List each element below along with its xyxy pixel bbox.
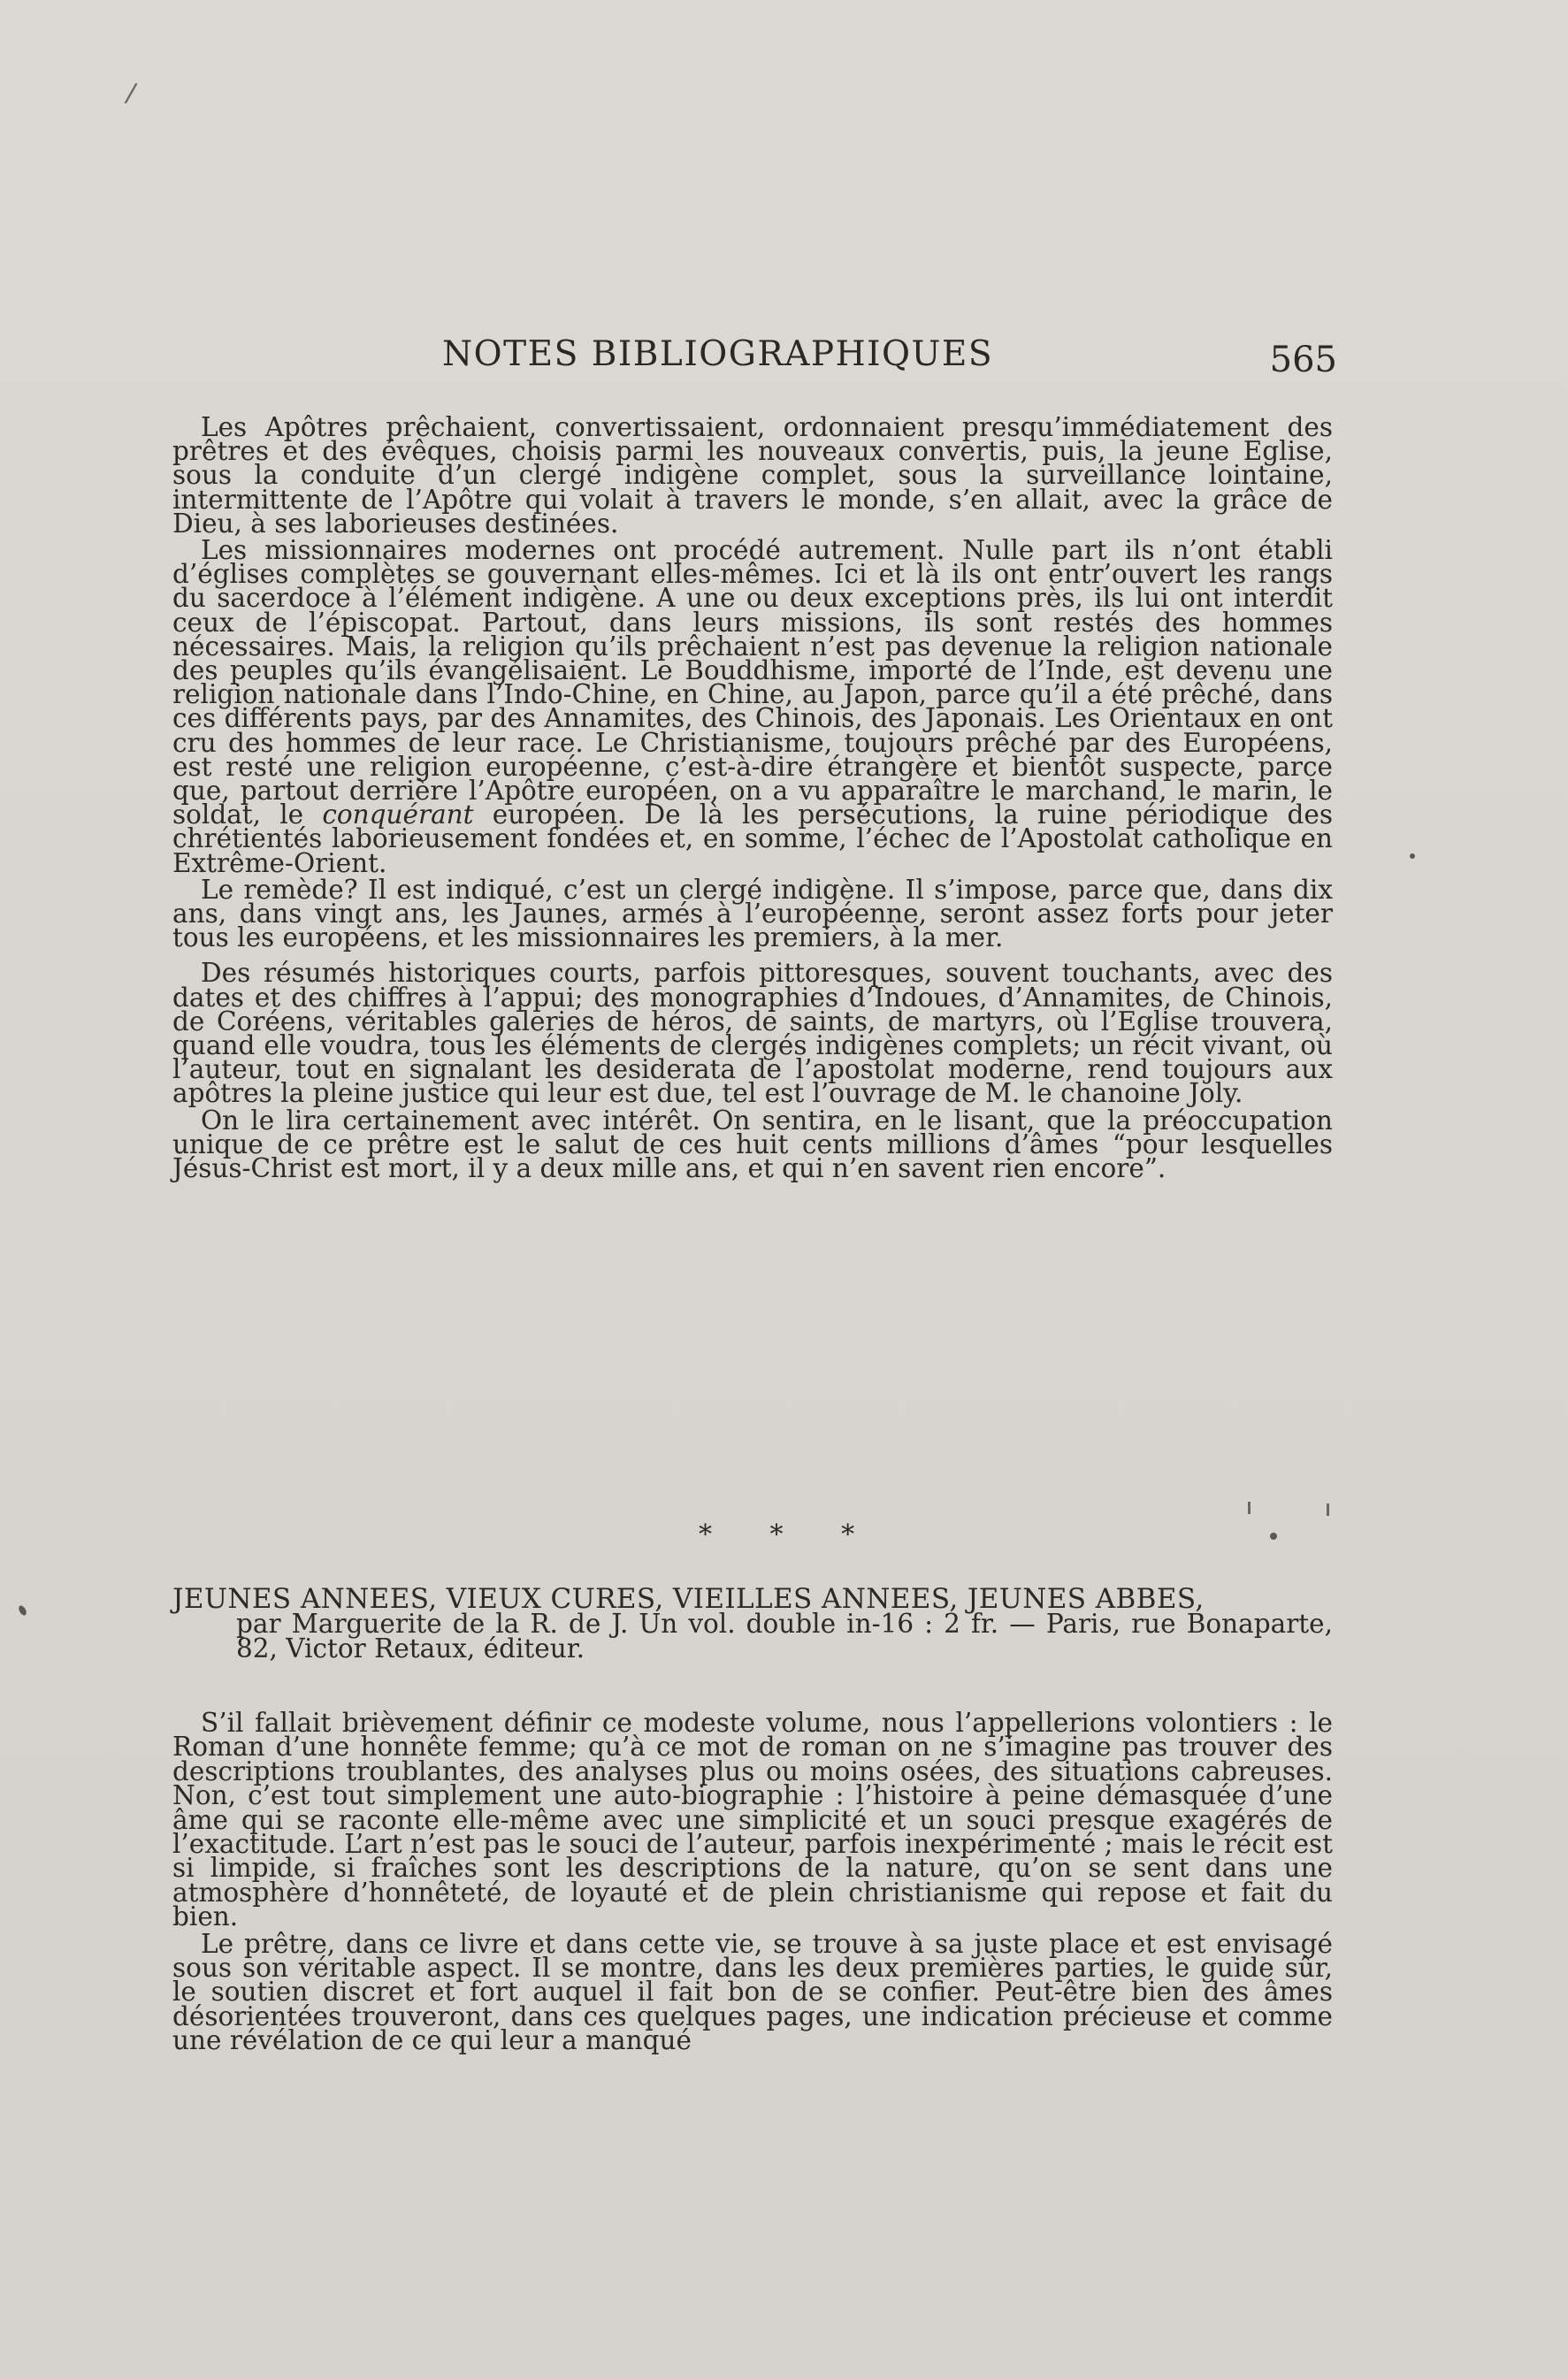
running-title: NOTES BIBLIOGRAPHIQUES xyxy=(442,334,994,374)
scan-mark xyxy=(1248,1502,1251,1514)
book-title: JEUNES ANNEES, VIEUX CURES, VIEILLES ANNEES, JEUNES ABBES, xyxy=(172,1583,1205,1615)
page-header xyxy=(442,334,1337,387)
paragraph: Des résumés historiques courts, parfois pittoresques, souvent touchants, avec des dates et des chiffres à l’appui; des monographies d’Indoues, d’Annamites, de Chinois, de Coréens, véritables galeries de héros, de saints, de martyrs, où l’Eglise trouvera, quand elle voudra, tous les éléments de clergés indigènes complets; un récit vivant, où l’auteur, tout en signalant les desiderata de l’apostolat moderne, rend toujours aux apôtres la pleine justice qui leur est due, tel est l’ouvrage de M. le chanoine Joly. xyxy=(172,958,1333,1109)
paragraph-text: européen. De là les persécutions, la ruine périodique des chrétientés laborieusement fondées et, en somme, l’échec de l’Apostolat catholique en Extrême-Orient. xyxy=(172,799,1333,878)
paragraph: S’il fallait brièvement définir ce modeste volume, nous l’appellerions volontiers : le Roman d’une honnête femme; qu’à ce mot de roman on ne s’imagine pas trouver des descriptions troublantes, des analyses plus ou moins osées, des situations cabreuses. Non, c’est tout simplement une auto-biographie : l’histoire à peine démasquée d’une âme qui se raconte elle-même avec une simplicité et un souci presque exagérés de l’exactitude. L’art n’est pas le souci de l’auteur, parfois inexpérimenté ; mais le récit est si limpide, si fraîches sont les descriptions de la nature, qu’on se sent dans une atmosphère d’honnêteté, de loyauté et de plein christianisme qui repose et fait du bien. xyxy=(172,1708,1333,1932)
book-review xyxy=(172,1708,1333,2056)
paragraph: On le lira certainement avec intérêt. On sentira, en le lisant, que la préoccupation unique de ce prêtre est le salut de ces huit cents millions d’âmes “pour lesquelles Jésus-Christ est mort, il y a deux mille ans, et qui n’en savent rien encore”. xyxy=(172,1105,1333,1184)
scan-mark xyxy=(1327,1503,1329,1516)
paragraph xyxy=(172,535,1333,878)
section-separator: * * * xyxy=(699,1519,880,1550)
paragraph: Le remède? Il est indiqué, c’est un clergé indigène. Il s’impose, parce que, dans dix ans, dans vingt ans, les Jaunes, armés à l’européenne, seront assez forts pour jeter tous les européens, et les missionnaires les premiers, à la mer. xyxy=(172,874,1333,953)
italic-word: conquérant xyxy=(322,799,474,830)
paragraph: Les Apôtres prêchaient, convertissaient, ordonnaient presqu’immédiatement des prêtres et des évêques, choisis parmi les nouveaux convertis, puis, la jeune Eglise, sous la conduite d’un clergé indigène complet, sous la surveillance lointaine, intermittente de l’Apôtre qui volait à travers le monde, s’en allait, avec la grâce de Dieu, à ses laborieuses destinées. xyxy=(172,412,1333,539)
paragraph: Le prêtre, dans ce livre et dans cette vie, se trouve à sa juste place et est envisagé sous son véritable aspect. Il se montre, dans les deux premières parties, le guide sûr, le soutien discret et fort auquel il fait bon de se confier. Peut-être bien des âmes désorientées trouveront, dans ces quelques pages, une indication précieuse et comme une révélation de ce qui leur a manqué xyxy=(172,1928,1333,2056)
book-entry-heading xyxy=(172,1583,1333,1664)
page-number: 565 xyxy=(1269,340,1337,380)
scan-speck xyxy=(1270,1533,1277,1540)
scan-speck xyxy=(1410,853,1415,859)
pencil-mark: / xyxy=(123,77,139,110)
review-continuation xyxy=(172,412,1333,1184)
paragraph-text: Les missionnaires modernes ont procédé autrement. Nulle part ils n’ont établi d’églises complètes se gouvernant elles-mêmes. Ici et là ils ont entr’ouvert les rangs du sacerdoce à l’élément indigène. A une ou deux exceptions près, ils lui ont interdit ceux de l’épiscopat. Partout, dans leurs missions, ils sont restés des hommes nécessaires. Mais, la religion qu’ils prêchaient n’est pas devenue la religion nationale des peuples qu’ils évangélisaient. Le Bouddhisme, importé de l’Inde, est devenu une religion nationale dans l’Indo-Chine, en Chine, au Japon, parce qu’il a été prêché, dans ces différents pays, par des Annamites, des Chinois, des Japonais. Les Orientaux en ont cru des hommes de leur race. Le Christianisme, toujours prêché par des Européens, est resté une religion européenne, c’est-à-dire étrangère et bientôt suspecte, parce que, partout derrière l’Apôtre européen, on a vu apparaître le marchand, le marin, le soldat, le xyxy=(172,535,1333,830)
book-bibliographic-details: par Marguerite de la R. de J. Un vol. double in-16 : 2 fr. — Paris, rue Bonaparte, 82, Victor Retaux, éditeur. xyxy=(236,1609,1333,1664)
scan-speck xyxy=(17,1604,27,1617)
